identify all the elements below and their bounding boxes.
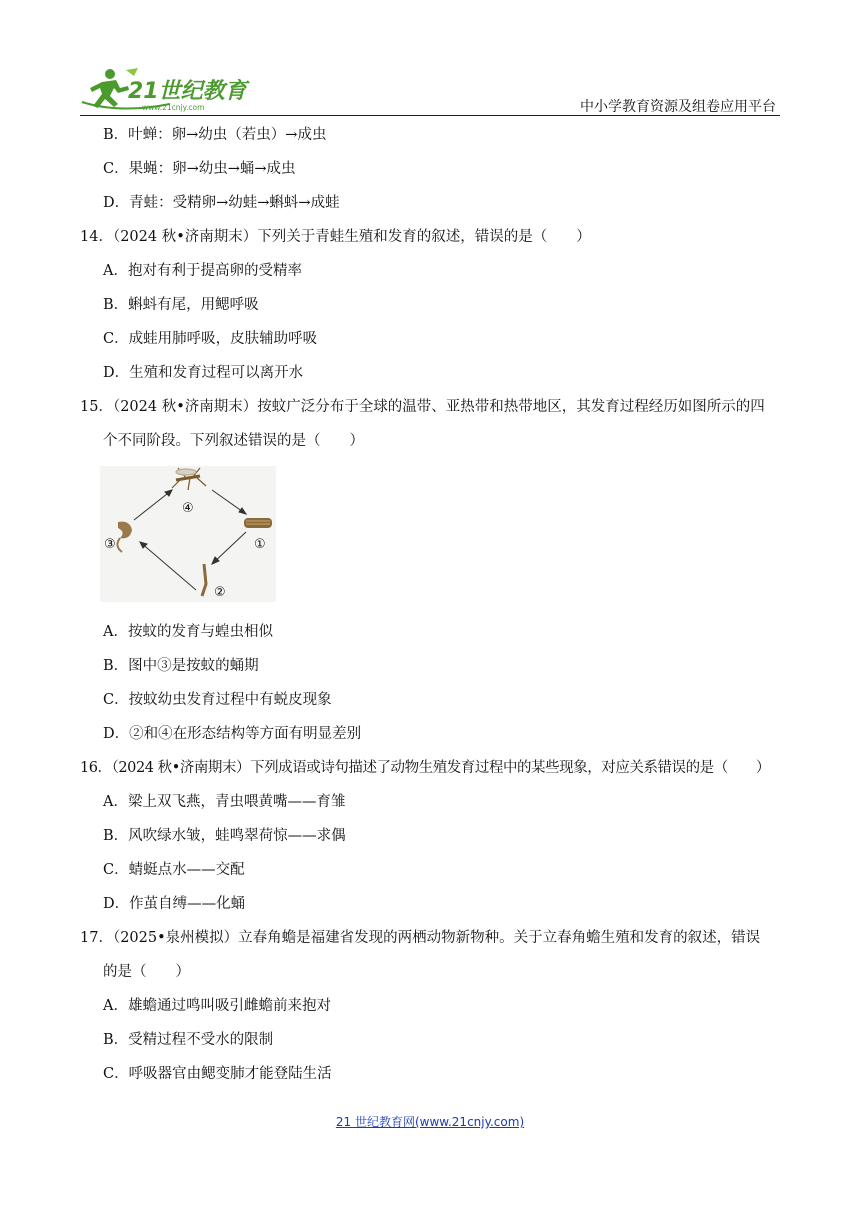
- logo-text: 21世纪教育: [128, 79, 247, 104]
- q17-option-b: B．受精过程不受水的限制: [103, 1032, 274, 1048]
- q14-option-d: D．生殖和发育过程可以离开水: [103, 365, 304, 381]
- q15-stem-line2: 个不同阶段。下列叙述错误的是（ ）: [103, 433, 364, 449]
- q15-stem-line1: 15．（2024 秋•济南期末）按蚊广泛分布于全球的温带、亚热带和热带地区，其发育过程经历如图所示的四: [80, 399, 765, 415]
- label-stage-1: ①: [254, 537, 266, 552]
- q14-option-b: B．蝌蚪有尾，用鳃呼吸: [103, 297, 259, 313]
- q17-stem-line1: 17．（2025•泉州模拟）立春角蟾是福建省发现的两栖动物新物种。关于立春角蟾生殖和发育的叙述，错误: [80, 930, 761, 946]
- q16-option-c: C．蜻蜓点水——交配: [103, 862, 245, 878]
- q15-option-a: A．按蚊的发育与蝗虫相似: [103, 624, 273, 640]
- q13-option-d: D．青蛙：受精卵→幼蛙→蝌蚪→成蛙: [103, 195, 340, 211]
- q14-option-a: A．抱对有利于提高卵的受精率: [103, 263, 302, 279]
- q17-stem-line2: 的是（ ）: [103, 964, 190, 980]
- q17-option-a: A．雄蟾通过鸣叫吸引雌蟾前来抱对: [103, 998, 331, 1014]
- q16-option-d: D．作茧自缚——化蛹: [103, 896, 246, 912]
- q15-option-c: C．按蚊幼虫发育过程中有蜕皮现象: [103, 692, 332, 708]
- label-stage-4: ④: [182, 501, 194, 516]
- mosquito-lifecycle-figure: [100, 466, 276, 602]
- q16-option-b: B．风吹绿水皱，蛙鸣翠荷惊——求偶: [103, 828, 346, 844]
- q17-option-c: C．呼吸器官由鳃变肺才能登陆生活: [103, 1066, 332, 1082]
- logo-url: www.21cnjy.com: [142, 103, 205, 112]
- larva-icon: [202, 564, 206, 596]
- label-stage-2: ②: [214, 585, 226, 600]
- label-stage-3: ③: [104, 537, 116, 552]
- q14-stem: 14．（2024 秋•济南期末）下列关于青蛙生殖和发育的叙述，错误的是（ ）: [80, 229, 591, 245]
- q14-option-c: C．成蛙用肺呼吸，皮肤辅助呼吸: [103, 331, 318, 347]
- q15-option-d: D．②和④在形态结构等方面有明显差别: [103, 726, 362, 742]
- q16-option-a: A．梁上双飞燕，青虫喂黄嘴——育雏: [103, 794, 346, 810]
- site-logo: [80, 66, 255, 116]
- q16-stem: 16．（2024 秋•济南期末）下列成语或诗句描述了动物生殖发育过程中的某些现象，对应关系错误的是（ ）: [80, 760, 770, 776]
- adult-mosquito-icon: [172, 468, 206, 490]
- footer-link[interactable]: 21 世纪教育网(www.21cnjy.com): [335, 1115, 525, 1129]
- q13-option-c: C．果蝇：卵→幼虫→蛹→成虫: [103, 161, 296, 177]
- platform-title: 中小学教育资源及组卷应用平台: [580, 99, 776, 115]
- header-divider: [80, 115, 780, 116]
- page-header: [80, 66, 780, 118]
- q13-option-b: B．叶蝉：卵→幼虫（若虫）→成虫: [103, 127, 327, 143]
- egg-raft-icon: [244, 518, 272, 528]
- pupa-icon: [117, 522, 132, 552]
- q15-option-b: B．图中③是按蚊的蛹期: [103, 658, 259, 674]
